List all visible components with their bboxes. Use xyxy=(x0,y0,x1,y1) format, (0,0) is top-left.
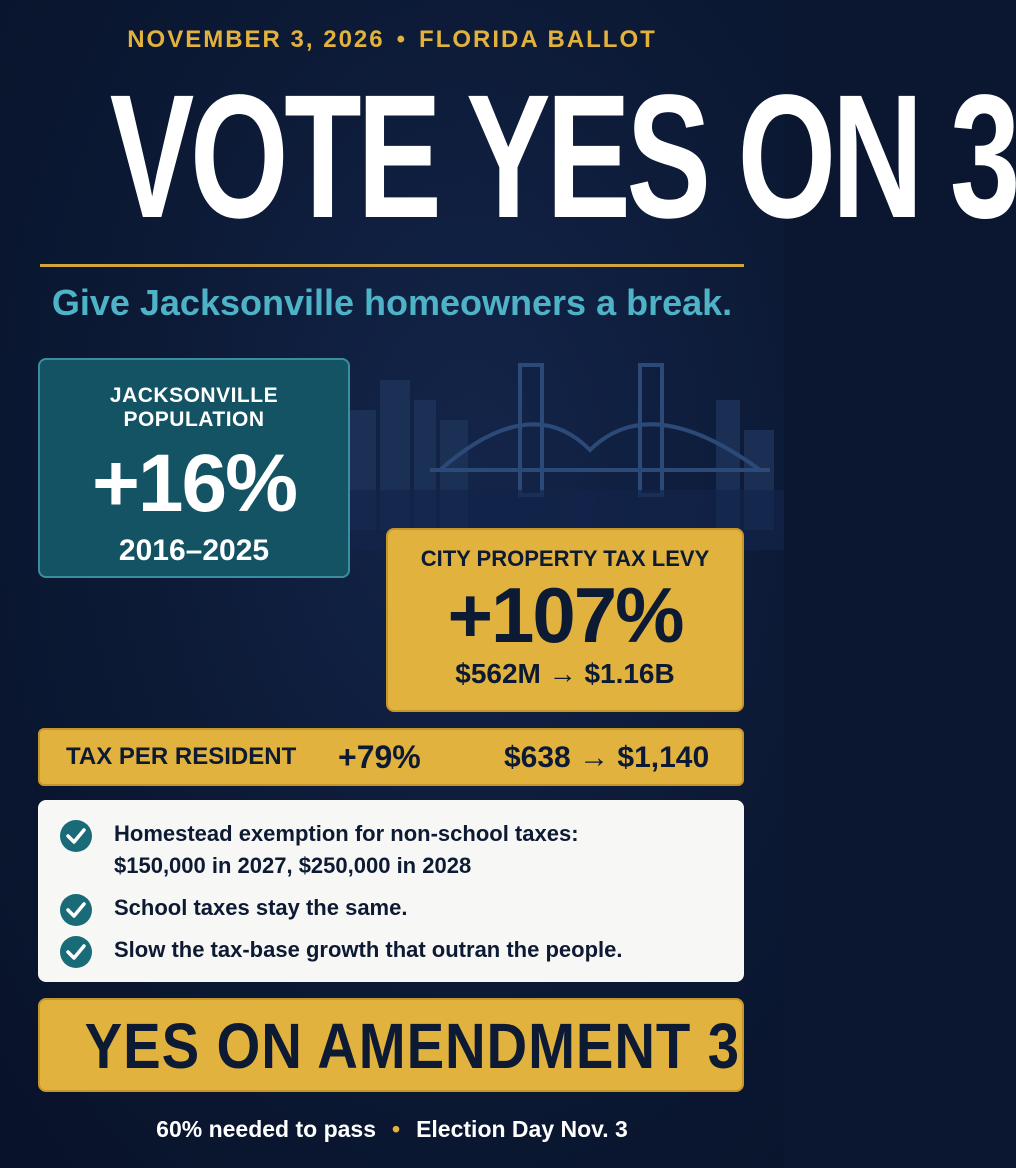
list-item xyxy=(60,818,720,882)
population-value: +16% xyxy=(91,438,296,529)
benefits-list xyxy=(38,800,744,982)
footer: 60% needed to pass • Election Day Nov. 3 xyxy=(156,1116,628,1142)
per-resident-value: +79% xyxy=(338,739,421,775)
tax-per-resident-bar xyxy=(38,728,744,786)
headline: VOTE YES ON 3 xyxy=(109,59,1016,255)
population-period: 2016–2025 xyxy=(118,534,270,567)
check-circle-icon xyxy=(60,936,92,968)
population-stat-card xyxy=(38,358,350,578)
check-circle-icon xyxy=(60,820,92,852)
cta-text: YES ON AMENDMENT 3 xyxy=(84,1010,740,1082)
levy-label: CITY PROPERTY TAX LEVY xyxy=(420,546,710,571)
ballot-date-line: NOVEMBER 3, 2026 • FLORIDA BALLOT xyxy=(127,26,657,53)
benefit-text: $150,000 in 2027, $250,000 in 2028 xyxy=(114,853,472,878)
list-item xyxy=(60,892,720,928)
levy-stat-card xyxy=(386,528,744,712)
footer-threshold: 60% needed to pass xyxy=(156,1116,377,1142)
divider xyxy=(40,264,744,267)
per-resident-range: $638 → $1,140 xyxy=(504,741,710,774)
ballot-date: NOVEMBER 3, 2026 xyxy=(127,26,385,53)
per-resident-label: TAX PER RESIDENT xyxy=(66,743,297,770)
footer-election-day: Election Day Nov. 3 xyxy=(416,1116,628,1142)
levy-range: $562M → $1.16B xyxy=(455,658,675,689)
tagline: Give Jacksonville homeowners a break. xyxy=(51,282,733,323)
benefit-text: School taxes stay the same. xyxy=(114,895,408,920)
cta-banner xyxy=(38,998,744,1092)
population-label: JACKSONVILLE POPULATION xyxy=(109,384,279,431)
benefit-text: Homestead exemption for non-school taxes: xyxy=(114,821,579,846)
ballot-name: FLORIDA BALLOT xyxy=(419,26,657,53)
benefit-text: Slow the tax-base growth that outran the people. xyxy=(114,937,623,962)
list-item xyxy=(60,934,720,970)
check-circle-icon xyxy=(60,894,92,926)
levy-value: +107% xyxy=(447,571,683,659)
city-skyline-bridge xyxy=(340,350,784,550)
